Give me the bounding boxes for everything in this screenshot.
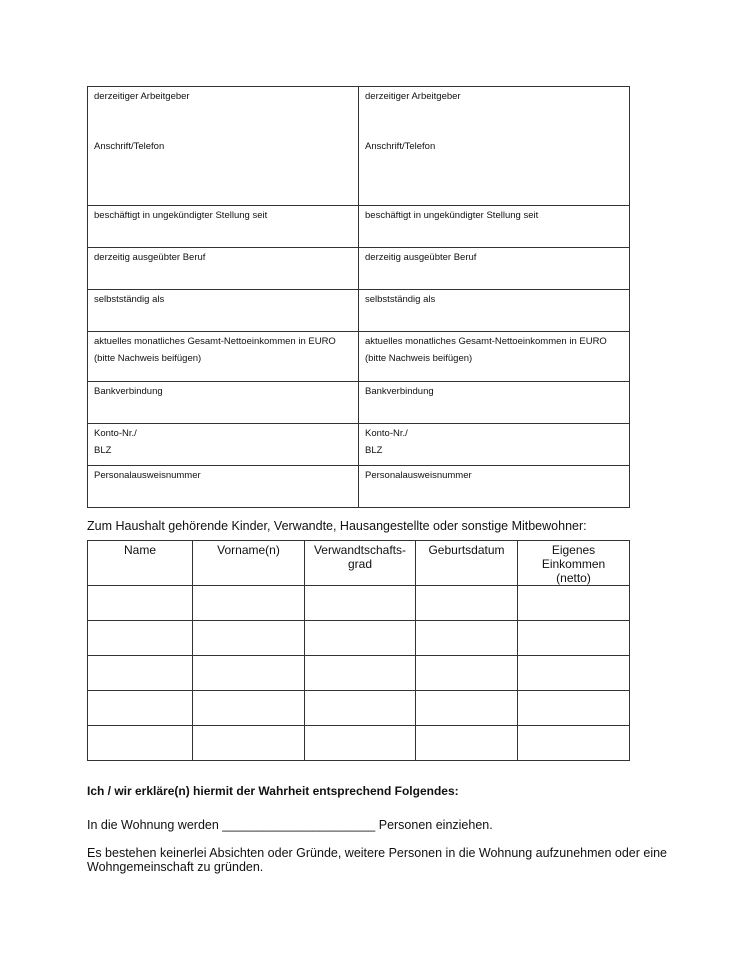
table-cell[interactable]: [416, 656, 518, 691]
field-label: Bankverbindung: [94, 386, 163, 397]
table-row: [88, 621, 630, 656]
declaration-title: Ich / wir erkläre(n) hiermit der Wahrheit entsprechend Folgendes:: [87, 784, 459, 798]
household-caption: Zum Haushalt gehörende Kinder, Verwandte, Hausangestellte oder sonstige Mitbewohner:: [87, 519, 587, 533]
account-field-right[interactable]: [359, 424, 630, 466]
field-label: selbstständig als: [365, 294, 436, 305]
table-row: [88, 424, 630, 466]
field-label: BLZ: [365, 445, 383, 456]
table-cell[interactable]: [88, 586, 193, 621]
table-row: [88, 586, 630, 621]
table-cell[interactable]: [416, 726, 518, 761]
self-employed-field-right[interactable]: [359, 290, 630, 332]
table-cell[interactable]: [518, 691, 630, 726]
header-line: Einkommen: [541, 557, 606, 571]
bank-field-right[interactable]: [359, 382, 630, 424]
persons-count-blank[interactable]: ______________________: [222, 818, 376, 832]
column-header-name: Name: [88, 541, 193, 586]
persons-count-line: [87, 818, 493, 832]
table-cell[interactable]: [88, 726, 193, 761]
header-line: Verwandtschafts-: [313, 543, 407, 557]
table-row: [88, 290, 630, 332]
employment-since-field-right[interactable]: [359, 206, 630, 248]
table-cell[interactable]: [193, 621, 305, 656]
field-label: (bitte Nachweis beifügen): [94, 353, 202, 364]
table-cell[interactable]: [518, 726, 630, 761]
table-cell[interactable]: [416, 691, 518, 726]
persons-prefix: In die Wohnung werden: [87, 818, 219, 832]
household-header-row: [88, 541, 630, 586]
table-cell[interactable]: [193, 726, 305, 761]
field-label: aktuelles monatliches Gesamt-Nettoeinkommen in EURO: [365, 336, 607, 347]
table-cell[interactable]: [88, 691, 193, 726]
bank-field-left[interactable]: [88, 382, 359, 424]
field-label: (bitte Nachweis beifügen): [365, 353, 473, 364]
household-table: [87, 540, 630, 761]
table-cell[interactable]: [88, 621, 193, 656]
self-employed-field-left[interactable]: [88, 290, 359, 332]
table-cell[interactable]: [416, 586, 518, 621]
table-cell[interactable]: [193, 691, 305, 726]
field-label: Anschrift/Telefon: [94, 141, 165, 152]
field-label: Konto-Nr./: [365, 428, 408, 439]
occupation-field-right[interactable]: [359, 248, 630, 290]
table-row: [88, 656, 630, 691]
header-line: grad: [347, 557, 373, 571]
id-number-field-left[interactable]: [88, 466, 359, 508]
field-label: beschäftigt in ungekündigter Stellung seit: [365, 210, 539, 221]
occupation-field-left[interactable]: [88, 248, 359, 290]
table-row: [88, 248, 630, 290]
table-cell[interactable]: [305, 586, 416, 621]
table-cell[interactable]: [305, 656, 416, 691]
field-label: Bankverbindung: [365, 386, 434, 397]
header-line: (netto): [556, 571, 591, 585]
field-label: derzeitiger Arbeitgeber: [365, 91, 461, 102]
column-header-einkommen: [518, 541, 630, 586]
income-field-right[interactable]: [359, 332, 630, 382]
employment-since-field-left[interactable]: [88, 206, 359, 248]
table-cell[interactable]: [305, 691, 416, 726]
table-cell[interactable]: [193, 656, 305, 691]
field-label: BLZ: [94, 445, 112, 456]
field-label: Personalausweisnummer: [94, 470, 201, 481]
field-label: derzeitig ausgeübter Beruf: [365, 252, 477, 263]
table-cell[interactable]: [416, 621, 518, 656]
employer-field-right[interactable]: [359, 87, 630, 206]
persons-suffix: Personen einziehen.: [378, 818, 493, 832]
table-row: [88, 382, 630, 424]
declaration-paragraph: Es bestehen keinerlei Absichten oder Gründe, weitere Personen in die Wohnung aufzunehmen oder eine Wohngemeinschaft zu gründen.: [87, 846, 668, 874]
field-label: derzeitiger Arbeitgeber: [94, 91, 190, 102]
income-field-left[interactable]: [88, 332, 359, 382]
column-header-geburtsdatum: Geburtsdatum: [416, 541, 518, 586]
field-label: beschäftigt in ungekündigter Stellung seit: [94, 210, 268, 221]
field-label: Personalausweisnummer: [365, 470, 472, 481]
table-cell[interactable]: [88, 656, 193, 691]
column-header-verwandtschaftsgrad: [305, 541, 416, 586]
field-label: aktuelles monatliches Gesamt-Nettoeinkommen in EURO: [94, 336, 336, 347]
table-row: [88, 466, 630, 508]
table-cell[interactable]: [305, 726, 416, 761]
table-row: [88, 691, 630, 726]
id-number-field-right[interactable]: [359, 466, 630, 508]
table-cell[interactable]: [305, 621, 416, 656]
field-label: derzeitig ausgeübter Beruf: [94, 252, 206, 263]
table-row: [88, 726, 630, 761]
column-header-vorname: Vorname(n): [193, 541, 305, 586]
table-cell[interactable]: [518, 621, 630, 656]
header-line: Eigenes: [551, 543, 596, 557]
employer-field-left[interactable]: [88, 87, 359, 206]
table-cell[interactable]: [193, 586, 305, 621]
account-field-left[interactable]: [88, 424, 359, 466]
table-cell[interactable]: [518, 586, 630, 621]
table-row: [88, 206, 630, 248]
table-row: [88, 87, 630, 206]
table-cell[interactable]: [518, 656, 630, 691]
applicant-info-table: [87, 86, 630, 508]
field-label: Anschrift/Telefon: [365, 141, 436, 152]
table-row: [88, 332, 630, 382]
field-label: selbstständig als: [94, 294, 165, 305]
field-label: Konto-Nr./: [94, 428, 137, 439]
